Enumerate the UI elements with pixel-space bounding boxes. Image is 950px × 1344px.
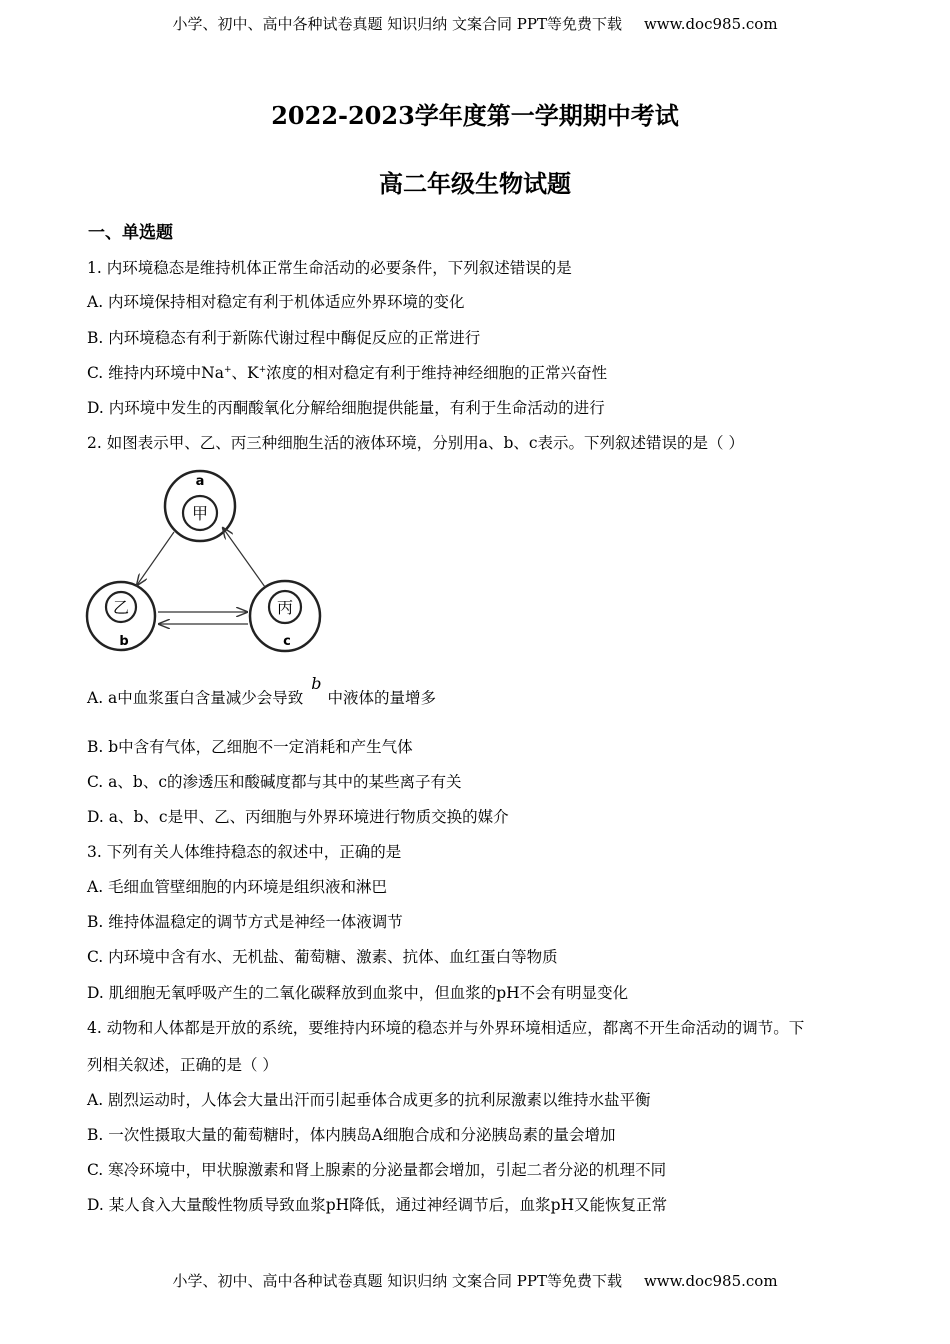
q4-stem-line1: 4. 动物和人体都是开放的系统，要维持内环境的稳态并与外界环境相适应，都离不开生命活动的调节。下 [87,1019,805,1037]
q2-option-a [87,674,437,708]
label-jia: 甲 [191,504,209,523]
q2-a-var: b [311,674,322,693]
fluid-environment-diagram [82,464,332,659]
q2-option-d: D. a、b、c是甲、乙、丙细胞与外界环境进行物质交换的媒介 [87,808,509,826]
q1-c-sup2: + [258,365,267,375]
q3-option-d: D. 肌细胞无氧呼吸产生的二氧化碳释放到血浆中，但血浆的pH不会有明显变化 [87,984,629,1002]
q4-option-b: B. 一次性摄取大量的葡萄糖时，体内胰岛A细胞合成和分泌胰岛素的量会增加 [87,1126,616,1144]
q2-a-post: 中液体的量增多 [327,689,437,707]
q4-stem-line2: 列相关叙述，正确的是（ ） [87,1056,278,1074]
q3-option-a: A. 毛细血管壁细胞的内环境是组织液和淋巴 [87,878,388,896]
label-yi: 乙 [112,598,130,617]
footer-text: 小学、初中、高中各种试卷真题 知识归纳 文案合同 PPT等免费下载 [172,1272,622,1290]
q2-a-pre: A. a中血浆蛋白含量减少会导致 [87,689,304,707]
arrow-a-to-b [137,532,174,585]
label-a: a [195,474,205,489]
section-heading: 一、单选题 [88,223,173,243]
label-b: b [119,634,129,649]
q1-option-a: A. 内环境保持相对稳定有利于机体适应外界环境的变化 [87,293,465,311]
q1-c-pre: C. 维持内环境中Na [87,364,224,382]
q4-option-a: A. 剧烈运动时，人体会大量出汗而引起垂体合成更多的抗利尿激素以维持水盐平衡 [87,1091,651,1109]
q1-c-post: 浓度的相对稳定有利于维持神经细胞的正常兴奋性 [266,364,608,382]
q1-option-d: D. 内环境中发生的丙酮酸氧化分解给细胞提供能量，有利于生命活动的进行 [87,399,605,417]
q1-c-mid: 、K [231,364,259,382]
footer-site[interactable]: www.doc985.com [643,1272,778,1290]
q3-option-c: C. 内环境中含有水、无机盐、葡萄糖、激素、抗体、血红蛋白等物质 [87,948,558,966]
label-c: c [283,634,291,649]
q1-option-c [87,361,607,383]
label-bing: 丙 [276,598,294,617]
q1-stem: 1. 内环境稳态是维持机体正常生命活动的必要条件，下列叙述错误的是 [87,259,572,277]
q4-option-c: C. 寒冷环境中，甲状腺激素和肾上腺素的分泌量都会增加，引起二者分泌的机理不同 [87,1161,667,1179]
exam-title: 2022-2023学年度第一学期期中考试 [271,101,679,130]
q3-option-b: B. 维持体温稳定的调节方式是神经一体液调节 [87,913,403,931]
q2-option-c: C. a、b、c的渗透压和酸碱度都与其中的某些离子有关 [87,773,462,791]
q1-option-b: B. 内环境稳态有利于新陈代谢过程中酶促反应的正常进行 [87,329,481,347]
page-footer [0,1270,950,1291]
page-header [0,13,950,34]
header-site[interactable]: www.doc985.com [643,15,778,33]
exam-subtitle: 高二年级生物试题 [379,169,571,198]
q3-stem: 3. 下列有关人体维持稳态的叙述中，正确的是 [87,843,402,861]
q2-option-b: B. b中含有气体，乙细胞不一定消耗和产生气体 [87,738,413,756]
q4-option-d: D. 某人食入大量酸性物质导致血浆pH降低，通过神经调节后，血浆pH又能恢复正常 [87,1196,668,1214]
q2-stem: 2. 如图表示甲、乙、丙三种细胞生活的液体环境，分别用a、b、c表示。下列叙述错误的是（ ） [87,434,744,452]
q1-c-sup1: + [223,365,232,375]
header-text: 小学、初中、高中各种试卷真题 知识归纳 文案合同 PPT等免费下载 [172,15,622,33]
arrow-c-to-a [223,528,265,587]
